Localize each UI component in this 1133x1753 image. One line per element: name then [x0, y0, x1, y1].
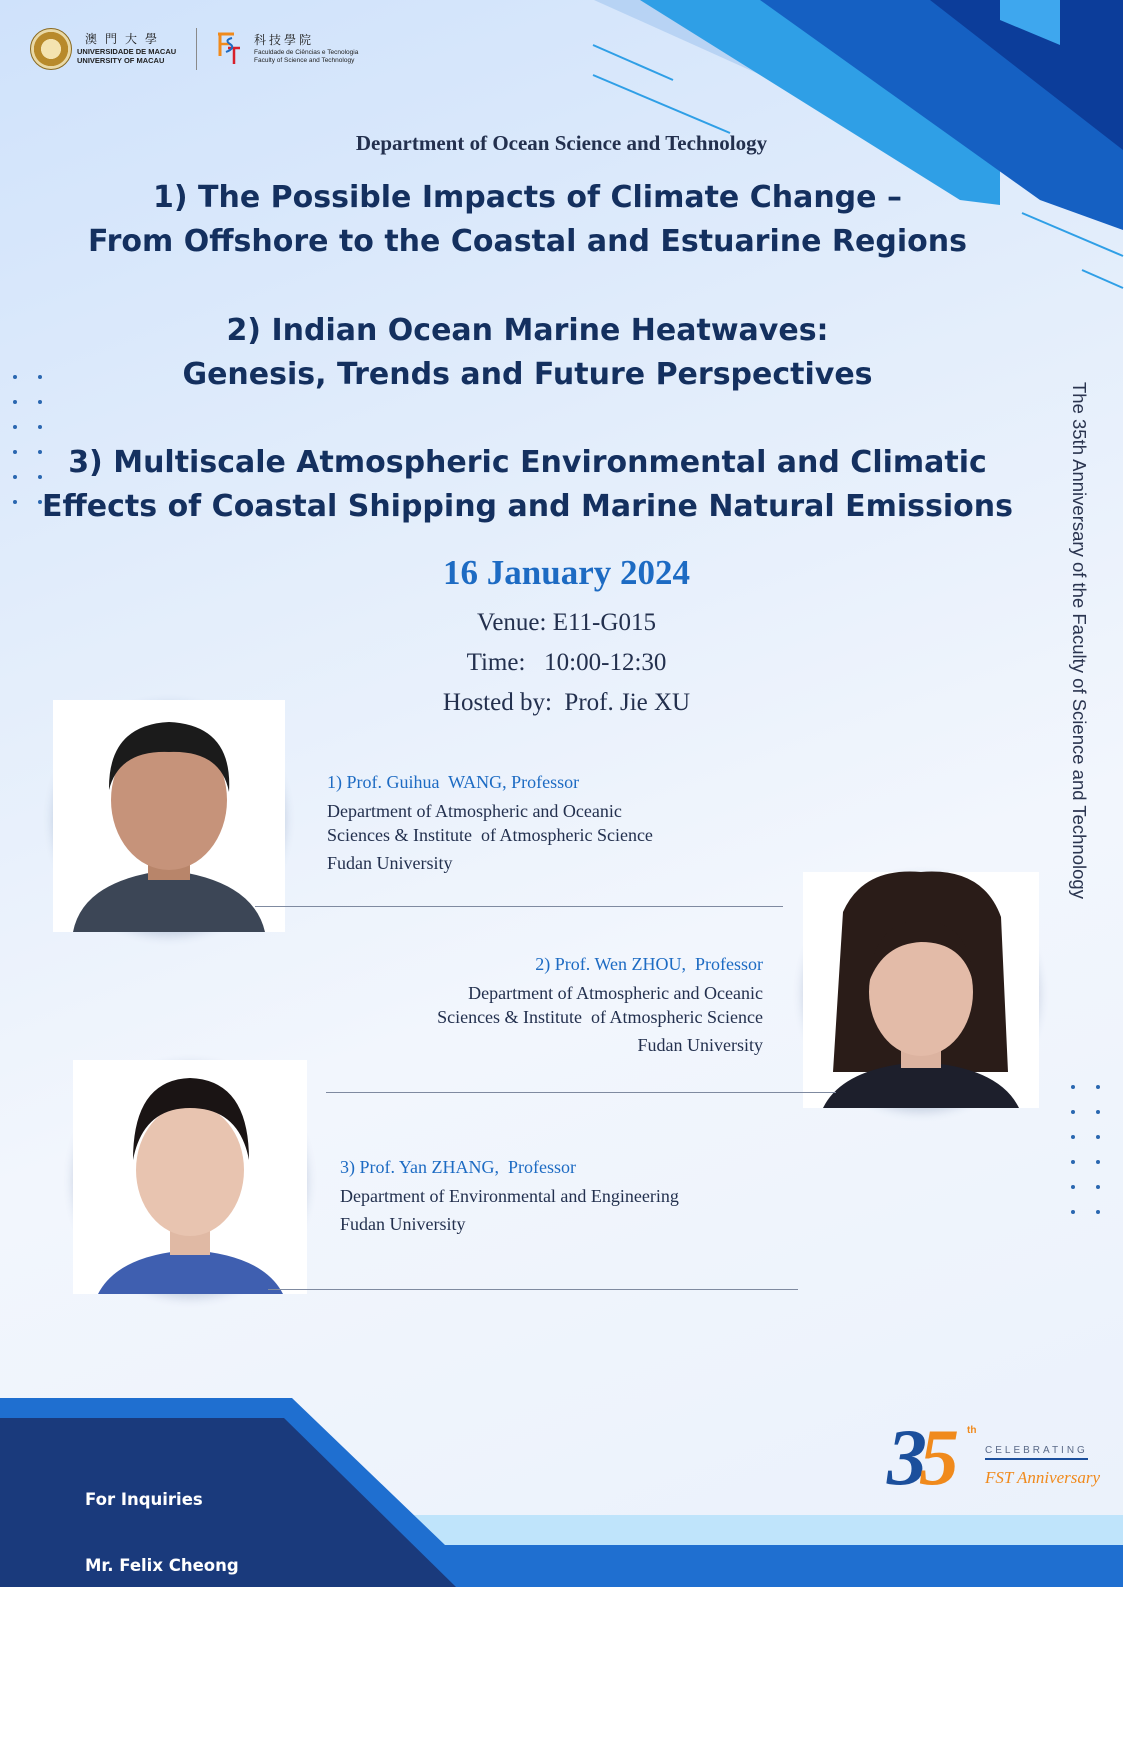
- speaker-university: Fudan University: [340, 1214, 466, 1234]
- anniversary-superscript: th: [967, 1425, 977, 1436]
- speaker-affiliation: Department of Environmental and Engineering: [340, 1186, 679, 1206]
- event-host: Hosted by: Prof. Jie XU: [442, 689, 691, 716]
- speaker-name: 1) Prof. Guihua WANG, Professor: [327, 772, 580, 792]
- talk-title-2: [0, 309, 1055, 397]
- anniversary-caption: FST Anniversary: [985, 1468, 1101, 1487]
- fst-logo-chinese: 科技學院: [254, 33, 315, 47]
- speaker-1-photo: [53, 700, 285, 932]
- speaker-affiliation: Department of Atmospheric and Oceanic: [327, 801, 622, 821]
- logo-divider: [196, 28, 197, 70]
- anniversary-number: 35: [887, 1414, 951, 1502]
- anniversary-celebrating: CELEBRATING: [985, 1445, 1088, 1460]
- accent-line: [593, 75, 730, 133]
- um-logo-portuguese: UNIVERSIDADE DE MACAU: [77, 47, 177, 56]
- speaker-university: Fudan University: [637, 1035, 763, 1055]
- divider-line: [268, 1289, 798, 1290]
- accent-line: [593, 45, 673, 80]
- talk-title-line: Effects of Coastal Shipping and Marine Natural Emissions: [42, 489, 1013, 524]
- fst-35th-anniversary-logo: [887, 1414, 1107, 1503]
- speaker-affiliation: Sciences & Institute of Atmospheric Science: [437, 1007, 763, 1027]
- anniversary-vertical-text: [1068, 382, 1098, 962]
- talk-title-line: Genesis, Trends and Future Perspectives: [182, 357, 873, 392]
- event-venue: Venue: E11-G015: [477, 609, 656, 636]
- inquiries-email[interactable]: Email: felixcheong@um.edu.mo: [85, 1688, 378, 1707]
- speaker-1-details: [327, 772, 653, 875]
- inquiries-title: For Inquiries: [85, 1490, 203, 1509]
- person-portrait-icon: [53, 700, 285, 932]
- fst-mark-icon: [214, 30, 242, 66]
- speaker-name: 3) Prof. Yan ZHANG, Professor: [340, 1157, 576, 1177]
- speaker-3-photo: [73, 1060, 307, 1294]
- anniversary-vertical-label: The 35th Anniversary of the Faculty of Science and Technology: [1069, 382, 1090, 899]
- um-logo-chinese: 澳門大學: [85, 32, 166, 46]
- fst-logo: [214, 30, 374, 70]
- um-seal-icon: [30, 28, 72, 70]
- divider-line: [326, 1092, 836, 1093]
- person-portrait-icon: [803, 872, 1039, 1108]
- accent-line: [1082, 270, 1123, 288]
- event-date: 16 January 2024: [443, 553, 690, 592]
- decorative-dots-right: [1071, 1085, 1100, 1214]
- person-portrait-icon: [73, 1060, 307, 1294]
- speaker-university: Fudan University: [327, 853, 453, 873]
- inquiries-phone: Phone no. 8822 8087: [85, 1622, 288, 1641]
- speaker-3-details: [340, 1157, 679, 1236]
- fst-logo-portuguese: Faculdade de Ciências e Tecnologia: [254, 49, 359, 56]
- talk-title-line: From Offshore to the Coastal and Estuarine Regions: [88, 224, 967, 259]
- speaker-name: 2) Prof. Wen ZHOU, Professor: [535, 954, 763, 974]
- speaker-2-photo: [803, 872, 1039, 1108]
- talk-title-3: [0, 441, 1055, 529]
- fst-logo-english: Faculty of Science and Technology: [254, 57, 355, 64]
- department-heading: Department of Ocean Science and Technology: [355, 131, 768, 155]
- event-time: Time: 10:00-12:30: [466, 649, 667, 676]
- speaker-affiliation: Sciences & Institute of Atmospheric Science: [327, 825, 653, 845]
- divider-line: [255, 906, 783, 907]
- speaker-affiliation: Department of Atmospheric and Oceanic: [468, 983, 763, 1003]
- talk-title-line: 2) Indian Ocean Marine Heatwaves:: [226, 313, 829, 348]
- decorative-dots-left: [13, 375, 42, 504]
- speaker-2-details: [437, 954, 763, 1057]
- talk-title-1: [0, 176, 1055, 264]
- inquiries-contact: Mr. Felix Cheong: [85, 1556, 239, 1575]
- inquiries-block: [85, 1445, 377, 1753]
- talk-title-line: 3) Multiscale Atmospheric Environmental and Climatic: [68, 445, 987, 480]
- um-logo-english: UNIVERSITY OF MACAU: [77, 56, 165, 65]
- talk-title-line: 1) The Possible Impacts of Climate Change –: [153, 180, 902, 215]
- university-of-macau-logo: [30, 28, 180, 70]
